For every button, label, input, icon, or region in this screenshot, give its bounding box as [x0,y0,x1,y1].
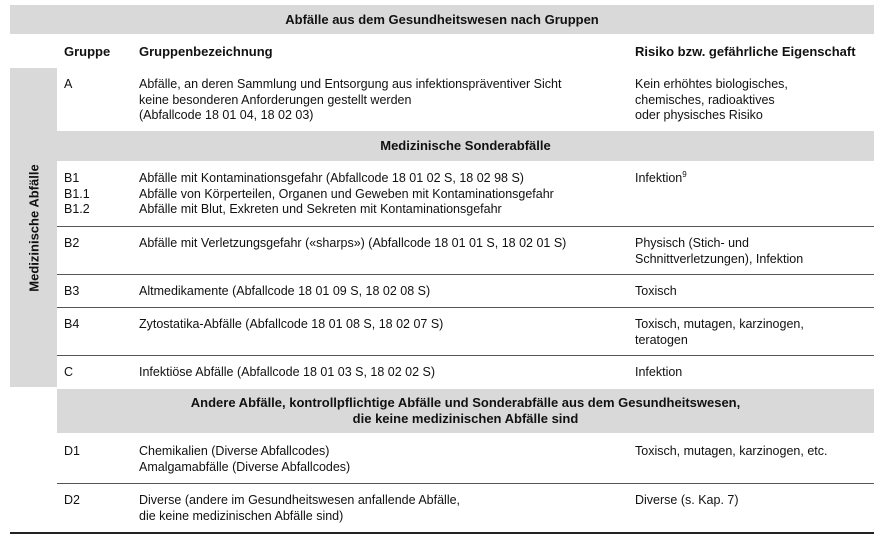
header-group: Gruppe [64,44,111,59]
row-b4-name: Zytostatika-Abfälle (Abfallcode 18 01 08 S, 18 02 07 S) [139,317,444,331]
row-b2-group: B2 [64,236,80,250]
row-c-name: Infektiöse Abfälle (Abfallcode 18 01 03 S, 18 02 02 S) [139,365,436,379]
row-b1-risk: Infektion [635,171,683,185]
side-label: Medizinische Abfälle [26,163,41,292]
side-label-box [10,68,57,387]
row-b1-risk-cell [635,171,687,187]
row-d1-group: D1 [64,444,80,458]
table-title: Abfälle aus dem Gesundheitswesen nach Gruppen [10,5,874,34]
row-b3-group: B3 [64,284,80,298]
row-b2-risk: Physisch (Stich- und Schnittverletzungen), Infektion [635,236,804,266]
row-c-risk: Infektion [635,365,683,379]
row-d2-risk: Diverse (s. Kap. 7) [635,493,739,507]
divider [57,483,874,484]
header-name: Gruppenbezeichnung [139,44,273,59]
row-b1-name: Abfälle mit Kontaminationsgefahr (Abfallcode 18 01 02 S, 18 02 98 S) Abfälle von Körperteilen, Organen und Geweben mit Kontaminationsgefahr Abfälle mit Blut, Exkreten und Sekreten mit Kontaminationsgefahr [139,171,554,216]
row-b1-group: B1 B1.1 B1.2 [64,171,90,216]
divider [57,307,874,308]
row-a-name: Abfälle, an deren Sammlung und Entsorgung aus infektionspräventiver Sicht keine besonderen Anforderungen gestellt werden (Abfallcode 18 01 04, 18 02 03) [139,77,562,122]
row-b4-risk: Toxisch, mutagen, karzinogen, teratogen [635,317,804,347]
row-b4-group: B4 [64,317,80,331]
header-risk: Risiko bzw. gefährliche Eigenschaft [635,44,856,59]
bottom-rule [10,532,874,534]
row-b3-name: Altmedikamente (Abfallcode 18 01 09 S, 18 02 08 S) [139,284,431,298]
band-sonderabfaelle: Medizinische Sonderabfälle [57,131,874,161]
divider [57,274,874,275]
row-d2-group: D2 [64,493,80,507]
row-d2-name: Diverse (andere im Gesundheitswesen anfallende Abfälle, die keine medizinischen Abfälle sind) [139,493,461,523]
row-a-group: A [64,77,73,91]
divider [57,355,874,356]
row-a-risk: Kein erhöhtes biologisches, chemisches, radioaktives oder physisches Risiko [635,77,788,122]
row-d1-risk: Toxisch, mutagen, karzinogen, etc. [635,444,828,458]
row-b2-name: Abfälle mit Verletzungsgefahr («sharps») (Abfallcode 18 01 01 S, 18 02 01 S) [139,236,567,250]
row-b3-risk: Toxisch [635,284,677,298]
band-andere-abfaelle: Andere Abfälle, kontrollpflichtige Abfälle und Sonderabfälle aus dem Gesundheitswesen, die keine medizinischen Abfälle sind [57,389,874,433]
divider [57,226,874,227]
row-d1-name: Chemikalien (Diverse Abfallcodes) Amalgamabfälle (Diverse Abfallcodes) [139,444,351,474]
row-c-group: C [64,365,74,379]
footnote-9: 9 [682,169,687,179]
